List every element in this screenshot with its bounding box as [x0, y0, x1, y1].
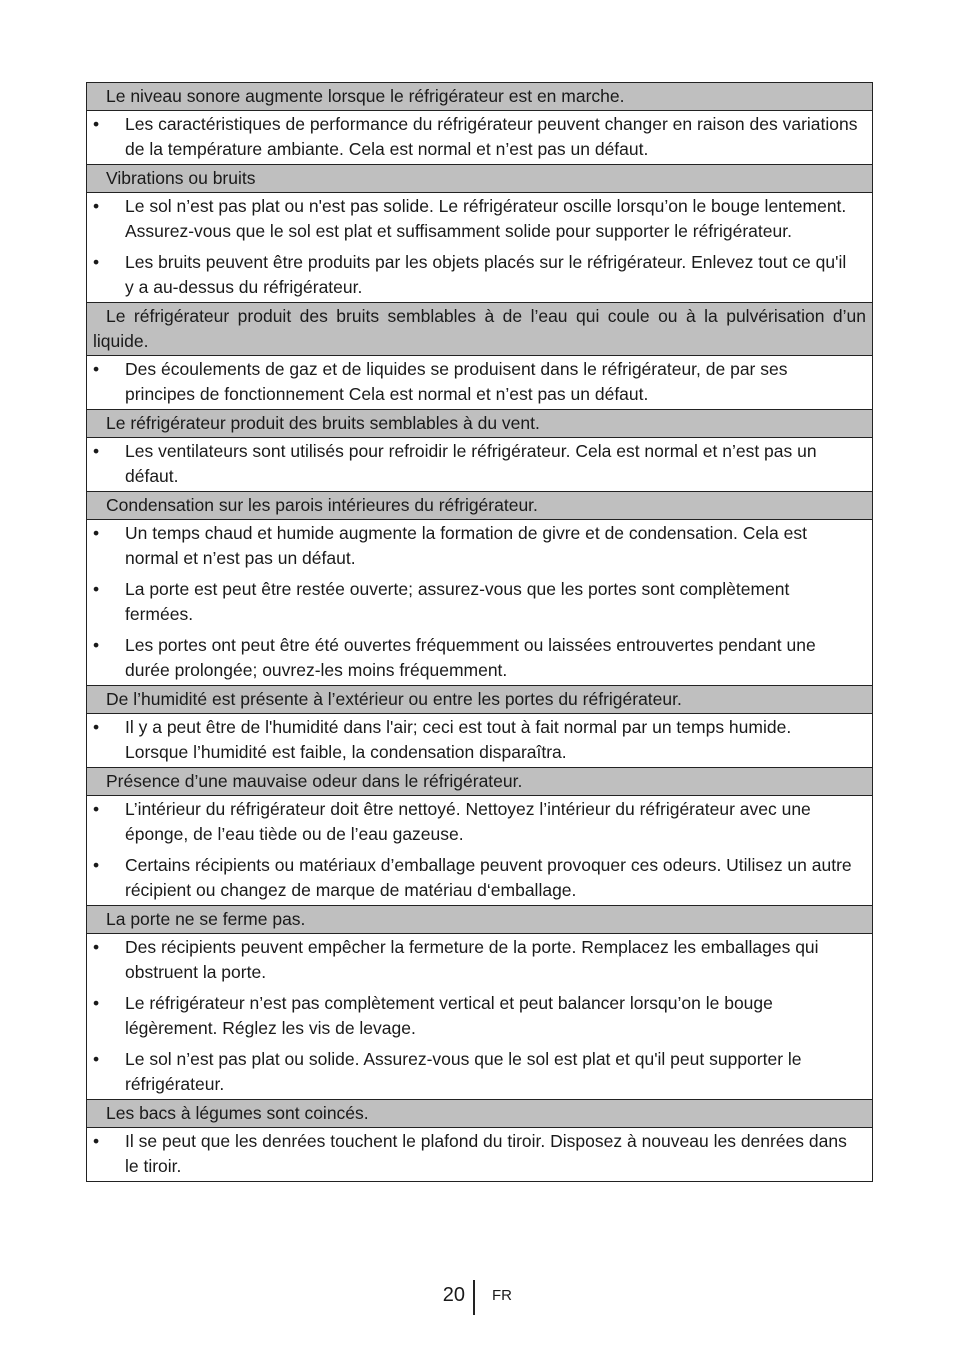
- section-header: [87, 303, 872, 356]
- section-body: [87, 438, 872, 492]
- list-item-text: Le sol n’est pas plat ou solide. Assurez-vous que le sol est plat et qu'il peut supporter le réfrigérateur.: [125, 1049, 802, 1094]
- list-item: [87, 991, 872, 1041]
- section-body: [87, 796, 872, 906]
- section-header: [87, 1100, 872, 1128]
- section-header-text: Le réfrigérateur produit des bruits semblables à de l’eau qui coule ou à la pulvérisation d’un liquide.: [93, 306, 866, 351]
- bullet-icon: •: [93, 114, 100, 134]
- list-item-text: Le sol n’est pas plat ou n'est pas solide. Le réfrigérateur oscille lorsqu’on le bouge lentement. Assurez-vous que le sol est plat et suffisamment solide pour supporter le réfrigérateur.: [125, 196, 847, 241]
- bullet-icon: •: [93, 1049, 100, 1069]
- section-body: [87, 520, 872, 686]
- bullet-icon: •: [93, 196, 100, 216]
- list-item: [87, 194, 872, 244]
- list-item: [87, 250, 872, 300]
- section-body: [87, 1128, 872, 1181]
- bullet-icon: •: [93, 441, 100, 461]
- section-header-text: Le réfrigérateur produit des bruits semblables à du vent.: [106, 413, 540, 433]
- section-header-text: La porte ne se ferme pas.: [106, 909, 306, 929]
- list-item-text: La porte est peut être restée ouverte; assurez-vous que les portes sont complètement fermées.: [125, 579, 790, 624]
- list-item-text: Des récipients peuvent empêcher la fermeture de la porte. Remplacez les emballages qui obstruent la porte.: [125, 937, 819, 982]
- footer-divider: [473, 1280, 475, 1315]
- bullet-icon: •: [93, 993, 100, 1013]
- list-item-text: Les ventilateurs sont utilisés pour refroidir le réfrigérateur. Cela est normal et n’est pas un défaut.: [125, 441, 817, 486]
- section-header: [87, 686, 872, 714]
- page-number: 20: [442, 1284, 465, 1306]
- section-header: [87, 83, 872, 111]
- bullet-icon: •: [93, 579, 100, 599]
- list-item-text: Les portes ont peut être été ouvertes fréquemment ou laissées entrouvertes pendant une durée prolongée; ouvrez-les moins fréquemment.: [125, 635, 816, 680]
- bullet-icon: •: [93, 717, 100, 737]
- list-item: [87, 1047, 872, 1097]
- list-item: [87, 1129, 872, 1179]
- section-header-text: De l’humidité est présente à l’extérieur ou entre les portes du réfrigérateur.: [106, 689, 682, 709]
- section-header-text: Le niveau sonore augmente lorsque le réfrigérateur est en marche.: [106, 86, 625, 106]
- list-item: [87, 439, 872, 489]
- bullet-icon: •: [93, 855, 100, 875]
- section-body: [87, 193, 872, 303]
- section-header-text: Condensation sur les parois intérieures du réfrigérateur.: [106, 495, 538, 515]
- bullet-icon: •: [93, 1131, 100, 1151]
- bullet-icon: •: [93, 937, 100, 957]
- bullet-icon: •: [93, 635, 100, 655]
- list-item: [87, 112, 872, 162]
- language-code: FR: [492, 1287, 512, 1304]
- list-item: [87, 935, 872, 985]
- bullet-icon: •: [93, 359, 100, 379]
- section-header-text: Présence d’une mauvaise odeur dans le réfrigérateur.: [106, 771, 523, 791]
- list-item: [87, 521, 872, 571]
- section-body: [87, 111, 872, 165]
- list-item-text: Les bruits peuvent être produits par les objets placés sur le réfrigérateur. Enlevez tout ce qu'il y a au-dessus du réfrigérateur.: [125, 252, 847, 297]
- section-header: [87, 492, 872, 520]
- troubleshooting-table: [86, 82, 873, 1182]
- section-header-text: Les bacs à légumes sont coincés.: [106, 1103, 369, 1123]
- bullet-icon: •: [93, 799, 100, 819]
- list-item: [87, 633, 872, 683]
- list-item-text: Un temps chaud et humide augmente la formation de givre et de condensation. Cela est normal et n’est pas un défaut.: [125, 523, 807, 568]
- bullet-icon: •: [93, 252, 100, 272]
- bullet-icon: •: [93, 523, 100, 543]
- list-item-text: Le réfrigérateur n’est pas complètement vertical et peut balancer lorsqu’on le bouge légèrement. Réglez les vis de levage.: [125, 993, 773, 1038]
- section-header: [87, 768, 872, 796]
- list-item-text: Les caractéristiques de performance du réfrigérateur peuvent changer en raison des variations de la température ambiante. Cela est normal et n’est pas un défaut.: [125, 114, 858, 159]
- list-item: [87, 577, 872, 627]
- section-body: [87, 356, 872, 410]
- section-body: [87, 934, 872, 1100]
- list-item-text: Il se peut que les denrées touchent le plafond du tiroir. Disposez à nouveau les denrées dans le tiroir.: [125, 1131, 847, 1176]
- section-header: [87, 165, 872, 193]
- list-item-text: Certains récipients ou matériaux d’emballage peuvent provoquer ces odeurs. Utilisez un autre récipient ou changez de marque de matériau d‘emballage.: [125, 855, 852, 900]
- page-footer: [0, 1280, 954, 1316]
- list-item-text: Il y a peut être de l'humidité dans l'air; ceci est tout à fait normal par un temps humide. Lorsque l’humidité est faible, la condensation disparaîtra.: [125, 717, 792, 762]
- list-item: [87, 797, 872, 847]
- section-body: [87, 714, 872, 768]
- section-header-text: Vibrations ou bruits: [106, 168, 256, 188]
- list-item: [87, 853, 872, 903]
- list-item-text: Des écoulements de gaz et de liquides se produisent dans le réfrigérateur, de par ses principes de fonctionnement Cela est normal et n’est pas un défaut.: [125, 359, 788, 404]
- list-item-text: L’intérieur du réfrigérateur doit être nettoyé. Nettoyez l’intérieur du réfrigérateur avec une éponge, de l’eau tiède ou de l’eau gazeuse.: [125, 799, 811, 844]
- list-item: [87, 715, 872, 765]
- section-header: [87, 906, 872, 934]
- section-header: [87, 410, 872, 438]
- list-item: [87, 357, 872, 407]
